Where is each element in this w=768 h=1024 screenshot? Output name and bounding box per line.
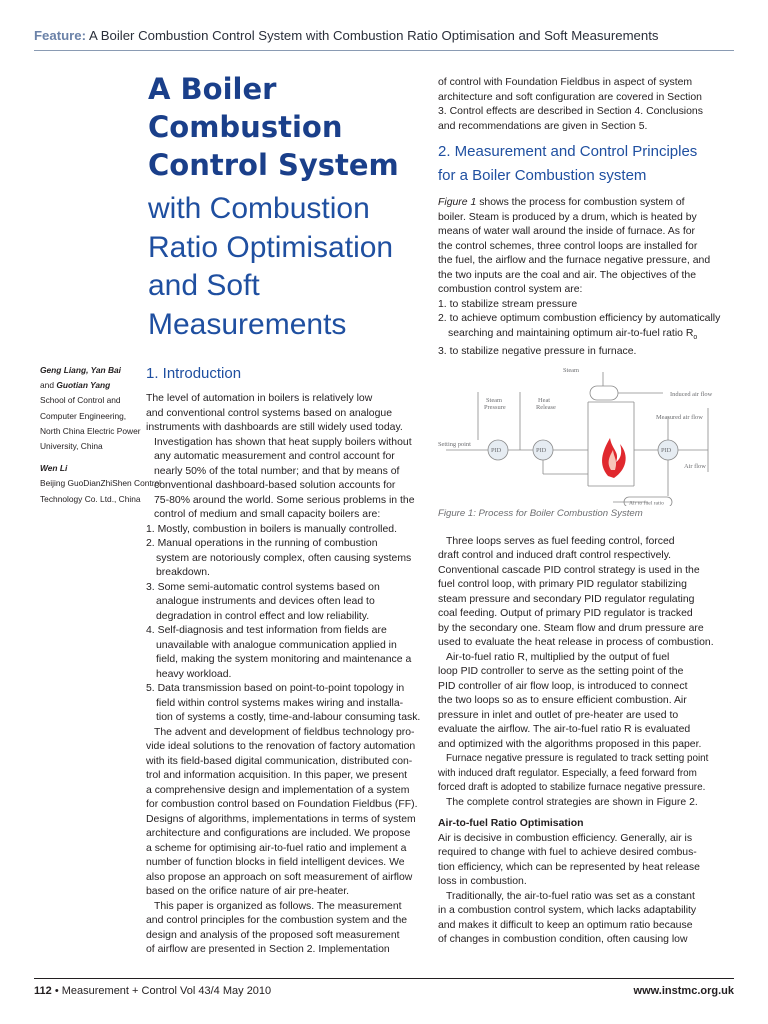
traditional-paragraph: Traditionally, the air-to-fuel ratio was set as a constant in a combustion control system, which lacks adaptability and makes it difficult to keep an optimum ratio because of changes in combustion condition, often causing low [438, 890, 697, 946]
air-paragraph: Air is decisive in combustion efficiency. Generally, air is required to change with fuel to achieve desired combus- tion efficiency, which can be represented by heat release loss in combustion. [438, 832, 700, 888]
list-item: 1. Mostly, combustion in boilers is manually controlled. [146, 523, 397, 535]
list-item: 4. Self-diagnosis and test information from fields are [146, 625, 387, 636]
title-line: Combustion [148, 110, 343, 144]
diagram-label: Air flow [684, 462, 706, 470]
page-footer [34, 978, 734, 1003]
website-link[interactable]: www.instmc.org.uk [633, 985, 734, 997]
diagram-label: Release [536, 403, 556, 411]
diagram-label: Steam [486, 396, 502, 404]
affiliation-line: North China Electric Power [40, 425, 141, 436]
affiliation-line: University, China [40, 441, 103, 452]
strategies-sentence: The complete control strategies are shown in Figure 2. [446, 796, 698, 808]
figure-1-caption: Figure 1: Process for Boiler Combustion System [438, 507, 643, 519]
process-diagram-svg [438, 364, 734, 506]
journal-info: Measurement + Control Vol 43/4 May 2010 [61, 985, 272, 997]
process-paragraph: Figure 1 shows the process for combustion system of boiler. Steam is produced by a drum, which is heated by means of water wall around the inside of furnace. As for the control schemes, three control loops are installed for the fuel, the airflow and the furnace negative pressure, and the two inputs are the coal and air. The objectives of the combustion control system are: [438, 197, 711, 295]
diagram-label: PID [491, 446, 502, 454]
affiliation-line: Technology Co. Ltd., China [40, 493, 141, 504]
list-item: 2. Manual operations in the running of combustion [146, 538, 378, 549]
section-heading-principles: 2. Measurement and Control Principles for a Boiler Combustion system [438, 143, 698, 184]
footer-separator: • [54, 985, 59, 997]
fieldbus-paragraph: The advent and development of fieldbus technology pro- vide ideal solutions to the renovation of factory automation with its field-based digital communication, distributed con- trol and information acquisition. In this paper, we present a comprehensive design and implementation of a system for combustion control based on Foundation Fieldbus (FF). Designs of algorithms, implementations in terms of system architecture and configurations are included. We propose a scheme for optimising air-to-fuel ratio and implement a number of function blocks in field intelligent devices. We also propose an approach on soft measurement of airflow based on the orifice nature of air pre-heater. [146, 726, 418, 897]
loops-paragraph: Three loops serves as fuel feeding control, forced draft control and induced draft control respectively. Conventional cascade PID control strategy is used in the fuel control loop, with primary PID regulator stabilizing steam pressure and secondary PID regulator regulating coal feeding. Output of primary PID regulator is tracked by the secondary one. Steam flow and drum pressure are used to evaluate the heat release in process of combustion. [438, 535, 714, 649]
diagram-label: PID [661, 446, 672, 454]
affiliation-line: Computer Engineering, [40, 410, 127, 421]
article-title-subtitle [148, 190, 428, 344]
page-number: 112 [34, 985, 52, 997]
section-heading-introduction: 1. Introduction [146, 365, 242, 382]
author-and: and [40, 380, 54, 391]
continued-paragraph: of control with Foundation Fieldbus in aspect of system architecture and soft configuration are covered in Section 3. Control effects are described in Section 4. Conclusions and recommendations are given in Section 5. [438, 77, 703, 132]
figure-1-diagram [438, 364, 734, 506]
affiliation-line: School of Control and [40, 395, 121, 406]
diagram-label: Heat [538, 396, 551, 404]
column-right [438, 76, 734, 948]
pressure-paragraph: Furnace negative pressure is regulated to track setting point with induced draft regulator. Especially, a feed forward from forced draft is adopted to stabilize furnace negative pressure. [438, 753, 709, 794]
title-line: Measurements [148, 307, 347, 341]
affiliation-line: Beijing GuoDianZhiShen Control [40, 478, 162, 489]
subheading-air-fuel: Air-to-fuel Ratio Optimisation [438, 818, 584, 830]
ratio-paragraph: Air-to-fuel ratio R, multiplied by the output of fuel loop PID controller to serve as the setting point of the PID controller of air flow loop, is introduced to connect the two loops so as to ensure efficient combustion. Air pressure in inlet and outlet of pre-heater are used to evaluate the airflow. The air-to-fuel ratio R is evaluated and optimized with the algorithms proposed in this paper. [438, 651, 702, 750]
author-block [40, 363, 162, 507]
feature-label: Feature: [34, 28, 87, 43]
column-middle [146, 362, 422, 958]
diagram-label: Setting point [438, 440, 471, 448]
list-item: 5. Data transmission based on point-to-point topology in [146, 683, 405, 694]
diagram-label: Pressure [484, 403, 506, 411]
diagram-label: Steam [563, 366, 579, 374]
title-line: A Boiler [148, 72, 277, 106]
title-line: Ratio Optimisation [148, 230, 394, 264]
title-line: and Soft [148, 269, 260, 302]
title-line: Control System [148, 148, 399, 182]
intro-paragraph: The level of automation in boilers is relatively low and conventional control systems based on analogue instruments with dashboards are still widely used today. Investigation has shown that heat supply boilers without any automatic measurement and control account for nearly 50% of the total number; and that by means of conventional dashboard-based solution accounts for 75-80% around the world. Some serious problems in the control of medium and small capacity boilers are: [146, 393, 415, 520]
list-item: 3. to stabilize negative pressure in furnace. [438, 346, 637, 358]
organization-paragraph: This paper is organized as follows. The measurement and control principles for the combustion system and the design and analysis of the proposed soft measurement of airflow are presented in Section 2. Implementation [146, 900, 408, 955]
feature-title: A Boiler Combustion Control System with Combustion Ratio Optimisation and Soft Measurements [88, 28, 659, 43]
list-item: 2. to achieve optimum combustion efficiency by automatically [438, 313, 721, 324]
problem-list: 1. Mostly, combustion in boilers is manually controlled. 2. Manual operations in the running of combustion system are notoriously complex, often causing systems breakdown. 3. Some semi-automatic control systems based on analogue instruments and devices often lead to degradation in control effect and low reliability. 4. Self-diagnosis and test information from fields are unavailable with analogue communication applied in field, making the system monitoring and maintenance a heavy workload. 5. Data transmission based on point-to-point topology in field within control systems makes wiring and installa- tion of systems a costly, time-and-labour consuming task. [146, 523, 421, 723]
objectives-list: 1. to stabilize stream pressure 2. to achieve optimum combustion efficiency by automatically searching and maintaining optimum air-to-fuel ratio $R_o$ 3. to stabilize negative pressure in furnace. [438, 298, 734, 360]
diagram-label: Air to fuel ratio [629, 500, 664, 506]
author-names: Geng Liang, Yan Bai [40, 365, 121, 375]
diagram-label: PID [536, 446, 547, 454]
feature-header [34, 22, 734, 51]
diagram-label: Induced air flow [670, 390, 713, 398]
author-names: Guotian Yang [56, 380, 111, 391]
article-title-bold [148, 70, 428, 184]
list-item: 3. Some semi-automatic control systems based on [146, 581, 380, 593]
diagram-label: Measured air flow [656, 413, 703, 421]
list-item: 1. to stabilize stream pressure [438, 298, 578, 310]
figure-reference[interactable]: Figure 1 [438, 197, 477, 208]
title-line: with Combustion [148, 192, 370, 225]
author-names: Wen Li [40, 463, 68, 474]
